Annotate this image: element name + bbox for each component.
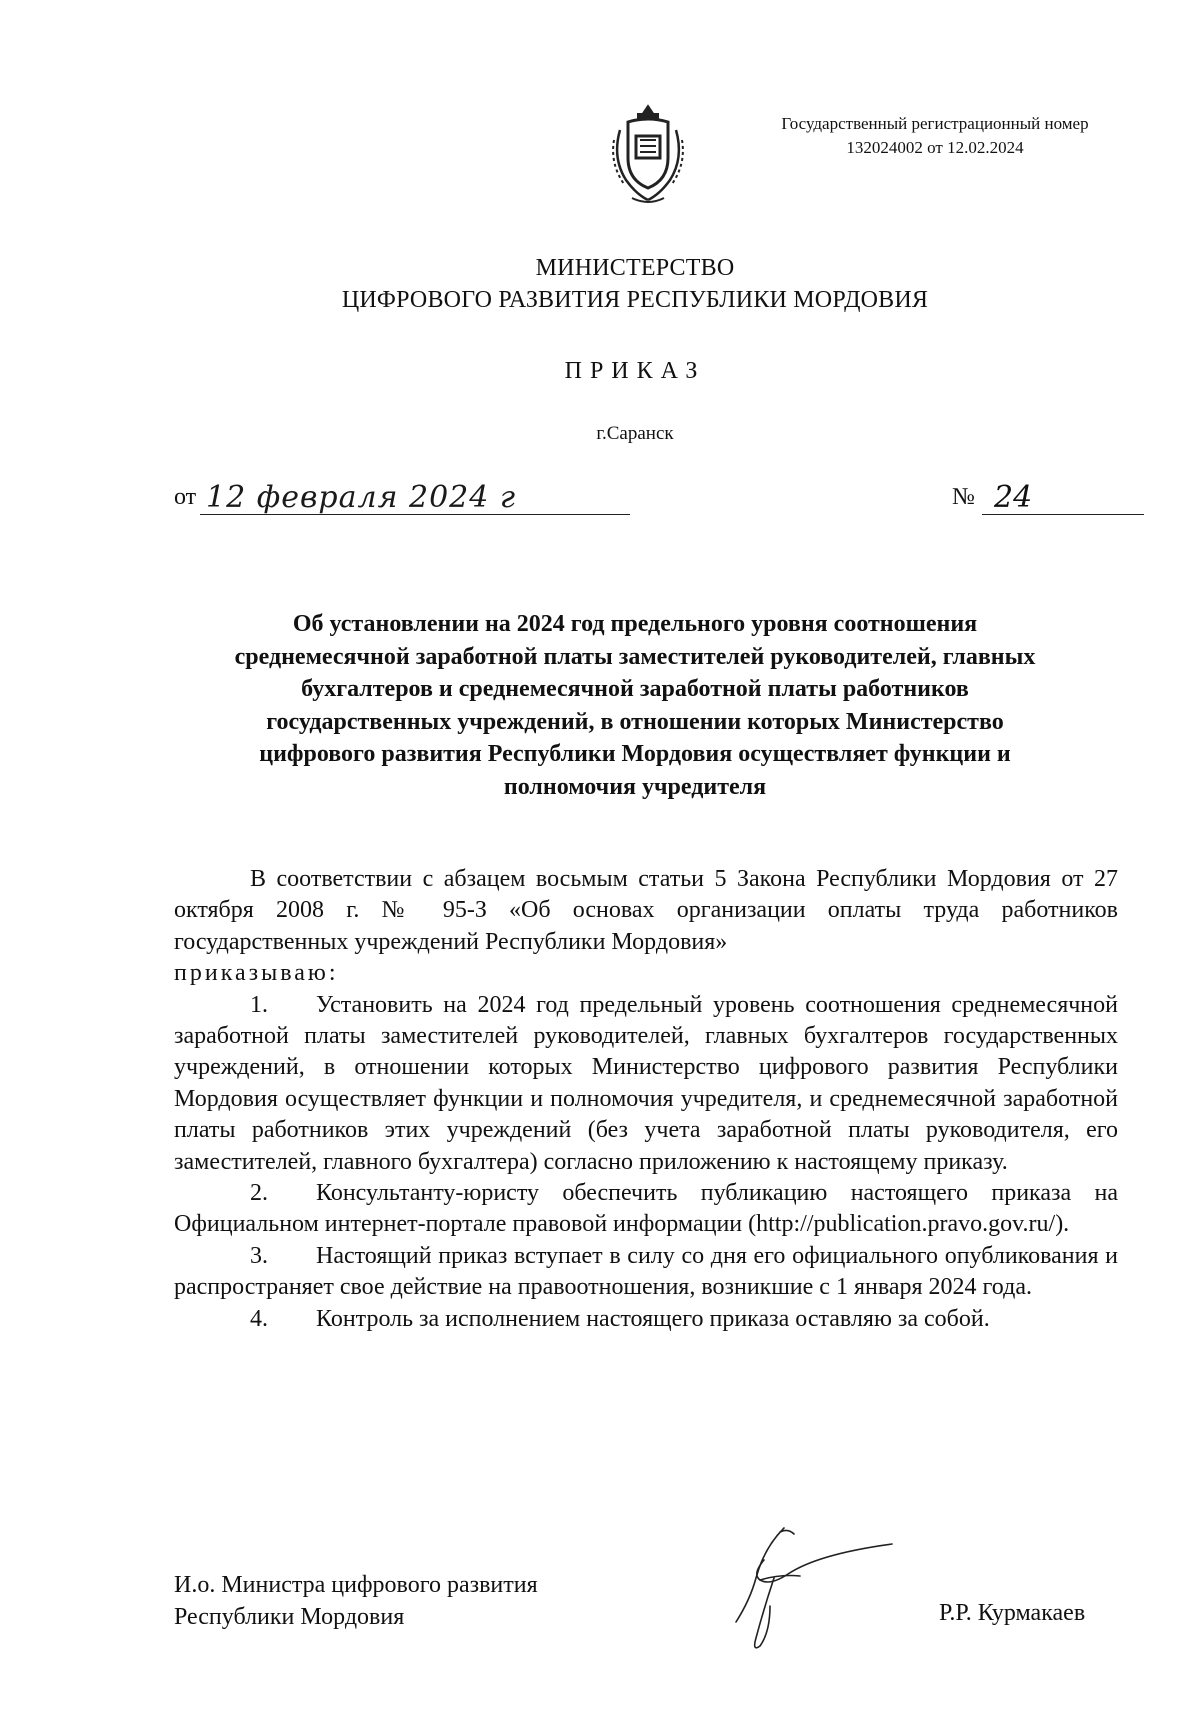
list-item <box>174 990 1118 1178</box>
handwritten-number: 24 <box>994 480 1033 515</box>
list-item <box>174 1241 1118 1304</box>
date-underline <box>200 514 630 515</box>
order-word: приказываю: <box>174 960 339 987</box>
document-body <box>174 864 1118 1335</box>
position-line-1: И.о. Министра цифрового развития <box>174 1572 538 1598</box>
item-text: Установить на 2024 год предельный уровень соотношения среднемесячной заработной платы заместителей руководителей, главных бухгалтеров государственных учреждений, в отношении которых Министерство цифрового развития Республики Мордовия осуществляет функции и полномочия учредителя, и среднемесячной заработной платы работников этих учреждений (без учета заработной платы руководителя, его заместителей, главного бухгалтера) согласно приложению к настоящему приказу. <box>174 991 1118 1175</box>
city: г.Саранск <box>596 423 674 444</box>
ministry-name <box>0 252 1200 316</box>
date-label: от <box>174 484 197 510</box>
item-text: Настоящий приказ вступает в силу со дня его официального опубликования и распространяет свое действие на правоотношения, возникшие с 1 января 2024 года. <box>174 1242 1118 1301</box>
position-line-2: Республики Мордовия <box>174 1604 405 1630</box>
registration-line-2: 132024002 от 12.02.2024 <box>846 138 1024 157</box>
ministry-line-2: ЦИФРОВОГО РАЗВИТИЯ РЕСПУБЛИКИ МОРДОВИЯ <box>341 287 929 313</box>
list-item <box>174 1178 1118 1241</box>
item-number: 1. <box>250 991 268 1018</box>
number-underline <box>982 514 1144 515</box>
item-text: Контроль за исполнением настоящего приказа оставляю за собой. <box>316 1305 990 1332</box>
preamble-text: В соответствии с абзацем восьмым статьи 5 Закона Республики Мордовия от 27 октября 2008 г. № 95-З «Об основах организации оплаты труда работников государственных учреждений Республики Мордовия» <box>174 866 1118 955</box>
handwritten-signature <box>714 1520 914 1660</box>
date-number-row <box>174 480 1144 524</box>
coat-of-arms-icon <box>598 100 698 206</box>
document-type: ПРИКАЗ <box>564 358 706 384</box>
item-number: 4. <box>250 1305 268 1332</box>
list-item <box>174 1304 1118 1335</box>
ministry-line-1: МИНИСТЕРСТВО <box>535 255 735 281</box>
item-number: 3. <box>250 1242 268 1269</box>
signatory-position <box>174 1569 538 1633</box>
registration-number <box>735 112 1135 160</box>
handwritten-date: 12 февраля 2024 г <box>206 480 517 515</box>
signatory-name: Р.Р. Курмакаев <box>939 1600 1086 1626</box>
item-number: 2. <box>250 1180 268 1207</box>
number-label: № <box>952 484 975 510</box>
item-text: Консультанту-юристу обеспечить публикацию настоящего приказа на Официальном интернет-портале правовой информации (http://publication.pravo.gov.ru/). <box>174 1180 1118 1238</box>
preamble <box>174 864 1118 990</box>
registration-line-1: Государственный регистрационный номер <box>781 114 1089 133</box>
document-title: Об установлении на 2024 год предельного уровня соотношения среднемесячной заработной платы заместителей руководителей, главных бухгалтеров и среднемесячной заработной платы работников государственных учреждений, в отношении которых Министерство цифрового развития Республики Мордовия осуществляет функции и полномочия учредителя <box>234 611 1036 800</box>
